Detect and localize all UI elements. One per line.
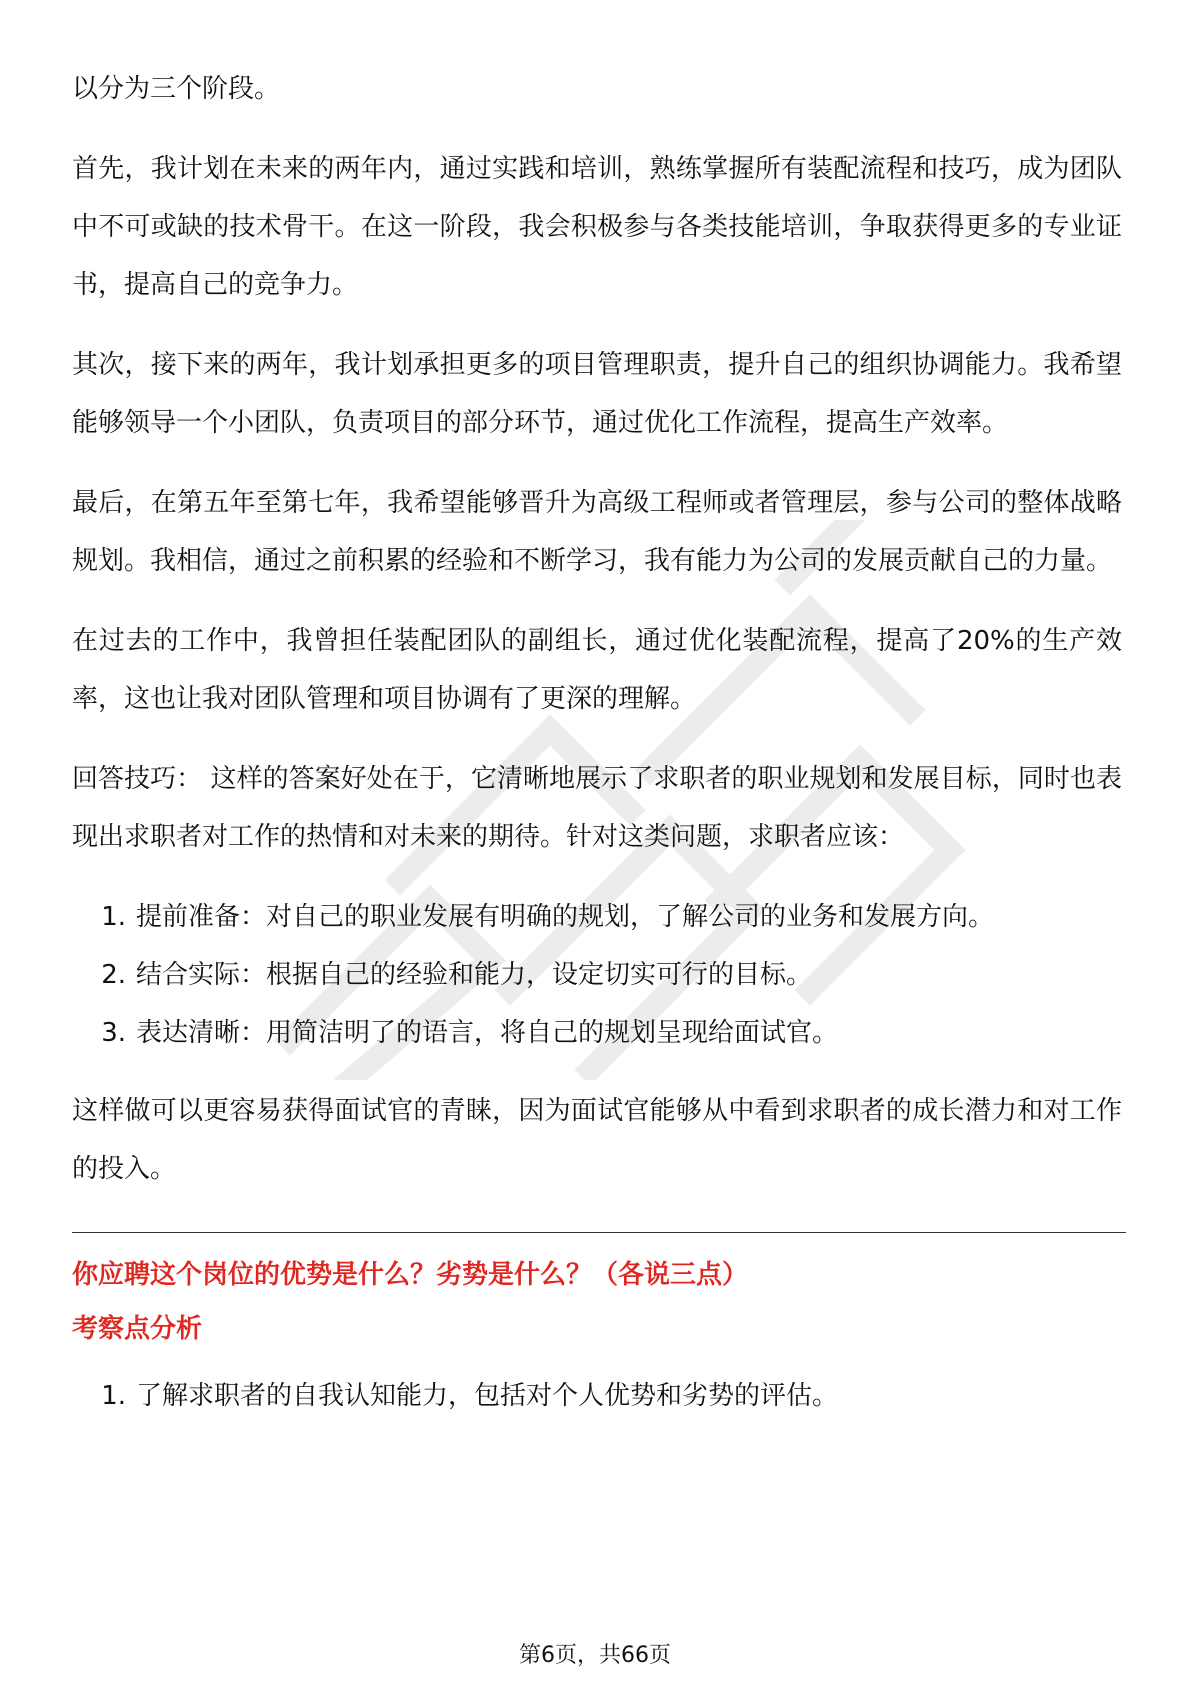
paragraph-closing: 这样做可以更容易获得面试官的青睐，因为面试官能够从中看到求职者的成长潜力和对工作的投入。 bbox=[72, 1096, 1122, 1184]
paragraph-stage-three: 最后，在第五年至第七年，我希望能够晋升为高级工程师或者管理层，参与公司的整体战略规划。我相信，通过之前积累的经验和不断学习，我有能力为公司的发展贡献自己的力量。 bbox=[72, 488, 1122, 576]
paragraph-answer-tips: 回答技巧： 这样的答案好处在于，它清晰地展示了求职者的职业规划和发展目标，同时也表现出求职者对工作的热情和对未来的期待。针对这类问题，求职者应该： bbox=[72, 764, 1122, 852]
page-number-label: 第6页，共66页 bbox=[519, 1643, 671, 1668]
document-body bbox=[72, 60, 1122, 1445]
list-item-text: 了解求职者的自我认知能力，包括对个人优势和劣势的评估。 bbox=[136, 1381, 839, 1411]
list-item bbox=[72, 946, 1122, 1004]
list-item bbox=[72, 1004, 1122, 1062]
paragraph-stage-two: 其次，接下来的两年，我计划承担更多的项目管理职责，提升自己的组织协调能力。我希望能够领导一个小团队，负责项目的部分环节，通过优化工作流程，提高生产效率。 bbox=[72, 350, 1122, 438]
list-item-number: 3. bbox=[101, 1018, 126, 1048]
list-item-text: 结合实际：根据自己的经验和能力，设定切实可行的目标。 bbox=[136, 960, 813, 990]
paragraph-stages-intro: 以分为三个阶段。 bbox=[72, 74, 281, 104]
paragraph-past-experience: 在过去的工作中，我曾担任装配团队的副组长，通过优化装配流程，提高了20%的生产效率，这也让我对团队管理和项目协调有了更深的理解。 bbox=[72, 626, 1122, 714]
paragraph-stage-one: 首先，我计划在未来的两年内，通过实践和培训，熟练掌握所有装配流程和技巧，成为团队中不可或缺的技术骨干。在这一阶段，我会积极参与各类技能培训，争取获得更多的专业证书，提高自己的竞争力。 bbox=[72, 154, 1122, 300]
list-item bbox=[72, 1367, 1122, 1425]
analysis-subheading: 考察点分析 bbox=[72, 1314, 203, 1344]
tips-list bbox=[72, 888, 1122, 1062]
list-item-text: 提前准备：对自己的职业发展有明确的规划，了解公司的业务和发展方向。 bbox=[136, 902, 995, 932]
page-footer bbox=[0, 1638, 1190, 1669]
list-item-text: 表达清晰：用简洁明了的语言，将自己的规划呈现给面试官。 bbox=[136, 1018, 839, 1048]
section-divider bbox=[72, 1232, 1126, 1233]
list-item-number: 2. bbox=[101, 960, 126, 990]
list-item-number: 1. bbox=[101, 1381, 126, 1411]
list-item bbox=[72, 888, 1122, 946]
list-item-number: 1. bbox=[101, 902, 126, 932]
section-question-heading: 你应聘这个岗位的优势是什么？劣势是什么？（各说三点） bbox=[72, 1260, 749, 1290]
analysis-list bbox=[72, 1367, 1122, 1425]
